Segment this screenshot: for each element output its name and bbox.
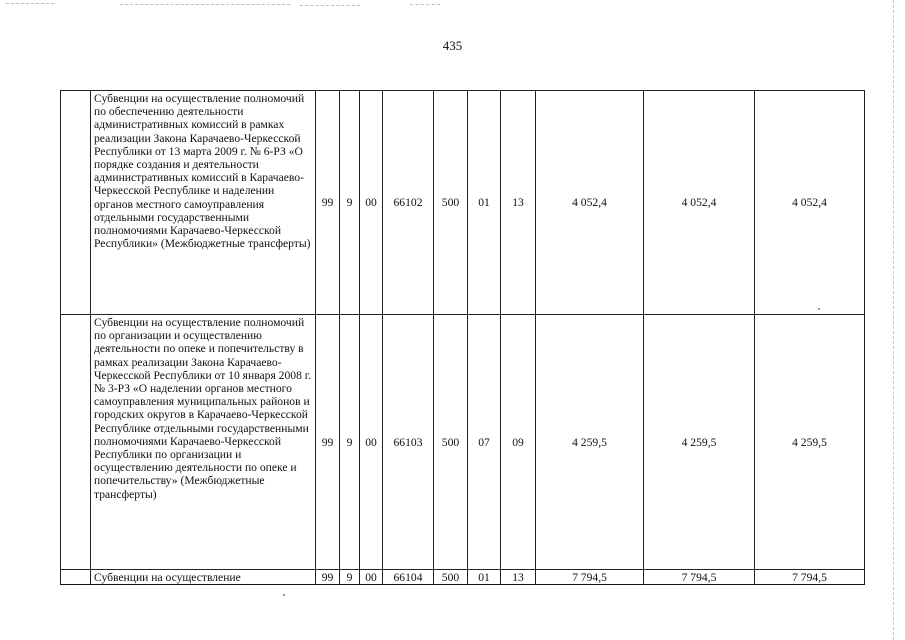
code-subprogram: 9 — [340, 91, 360, 315]
row-description: Субвенции на осуществление — [91, 570, 316, 585]
code-program: 99 — [316, 91, 340, 315]
table-row — [61, 91, 865, 315]
row-index-cell — [61, 570, 91, 585]
page-number: 435 — [442, 38, 463, 53]
code-section: 01 — [468, 91, 501, 315]
amount-year-3: 4 052,4 — [755, 91, 865, 315]
scan-speck — [283, 594, 285, 596]
budget-table — [60, 90, 865, 585]
row-index-cell — [61, 315, 91, 570]
amount-year-3: 4 259,5 — [755, 315, 865, 570]
row-index-cell — [61, 91, 91, 315]
code-subsection: 09 — [501, 315, 536, 570]
code-subsection: 13 — [501, 91, 536, 315]
code-section: 01 — [468, 570, 501, 585]
amount-year-1: 4 052,4 — [536, 91, 644, 315]
scan-artifact-top-right — [410, 4, 440, 5]
code-event: 00 — [360, 91, 383, 315]
code-subsection: 13 — [501, 570, 536, 585]
amount-year-1: 7 794,5 — [536, 570, 644, 585]
scan-artifact-top-center — [120, 4, 290, 5]
row-description: Субвенции на осуществление полномочий по обеспечению деятельности административных комиссий в рамках реализации Закона Карачаево-Черкесской Республики от 13 марта 2009 г. № 6-РЗ «О порядке создания и деятельности административных комиссий в Карачаево-Черкесской Республике и наделении органов местного самоуправления отдельными государственными полномочиями Карачаево-Черкесской Республики» (Межбюджетные трансферты) — [91, 91, 316, 315]
code-subprogram: 9 — [340, 315, 360, 570]
code-event: 00 — [360, 315, 383, 570]
scan-artifact-right-edge — [893, 0, 894, 640]
code-event: 00 — [360, 570, 383, 585]
code-expense-type: 500 — [434, 570, 468, 585]
code-expense-type: 500 — [434, 91, 468, 315]
scan-artifact-top-center-2 — [300, 5, 360, 6]
code-program: 99 — [316, 570, 340, 585]
amount-year-3: 7 794,5 — [755, 570, 865, 585]
code-direction: 66104 — [383, 570, 434, 585]
amount-year-1: 4 259,5 — [536, 315, 644, 570]
code-subprogram: 9 — [340, 570, 360, 585]
amount-year-2: 4 259,5 — [644, 315, 755, 570]
amount-year-2: 4 052,4 — [644, 91, 755, 315]
code-direction: 66103 — [383, 315, 434, 570]
amount-year-2: 7 794,5 — [644, 570, 755, 585]
code-section: 07 — [468, 315, 501, 570]
code-program: 99 — [316, 315, 340, 570]
table-row — [61, 315, 865, 570]
row-description: Субвенции на осуществление полномочий по организации и осуществлению деятельности по опеке и попечительству в рамках реализации Закона Карачаево-Черкесской Республики от 10 января 2008 г. № 3-РЗ «О наделении органов местного самоуправления муниципальных районов и городских округов в Карачаево-Черкесской Республике отдельными государственными полномочиями Карачаево-Черкесской Республики по организации и осуществлению деятельности по опеке и попечительству» (Межбюджетные трансферты) — [91, 315, 316, 570]
table-row — [61, 570, 865, 585]
code-expense-type: 500 — [434, 315, 468, 570]
scan-artifact-top-left — [6, 3, 54, 4]
code-direction: 66102 — [383, 91, 434, 315]
